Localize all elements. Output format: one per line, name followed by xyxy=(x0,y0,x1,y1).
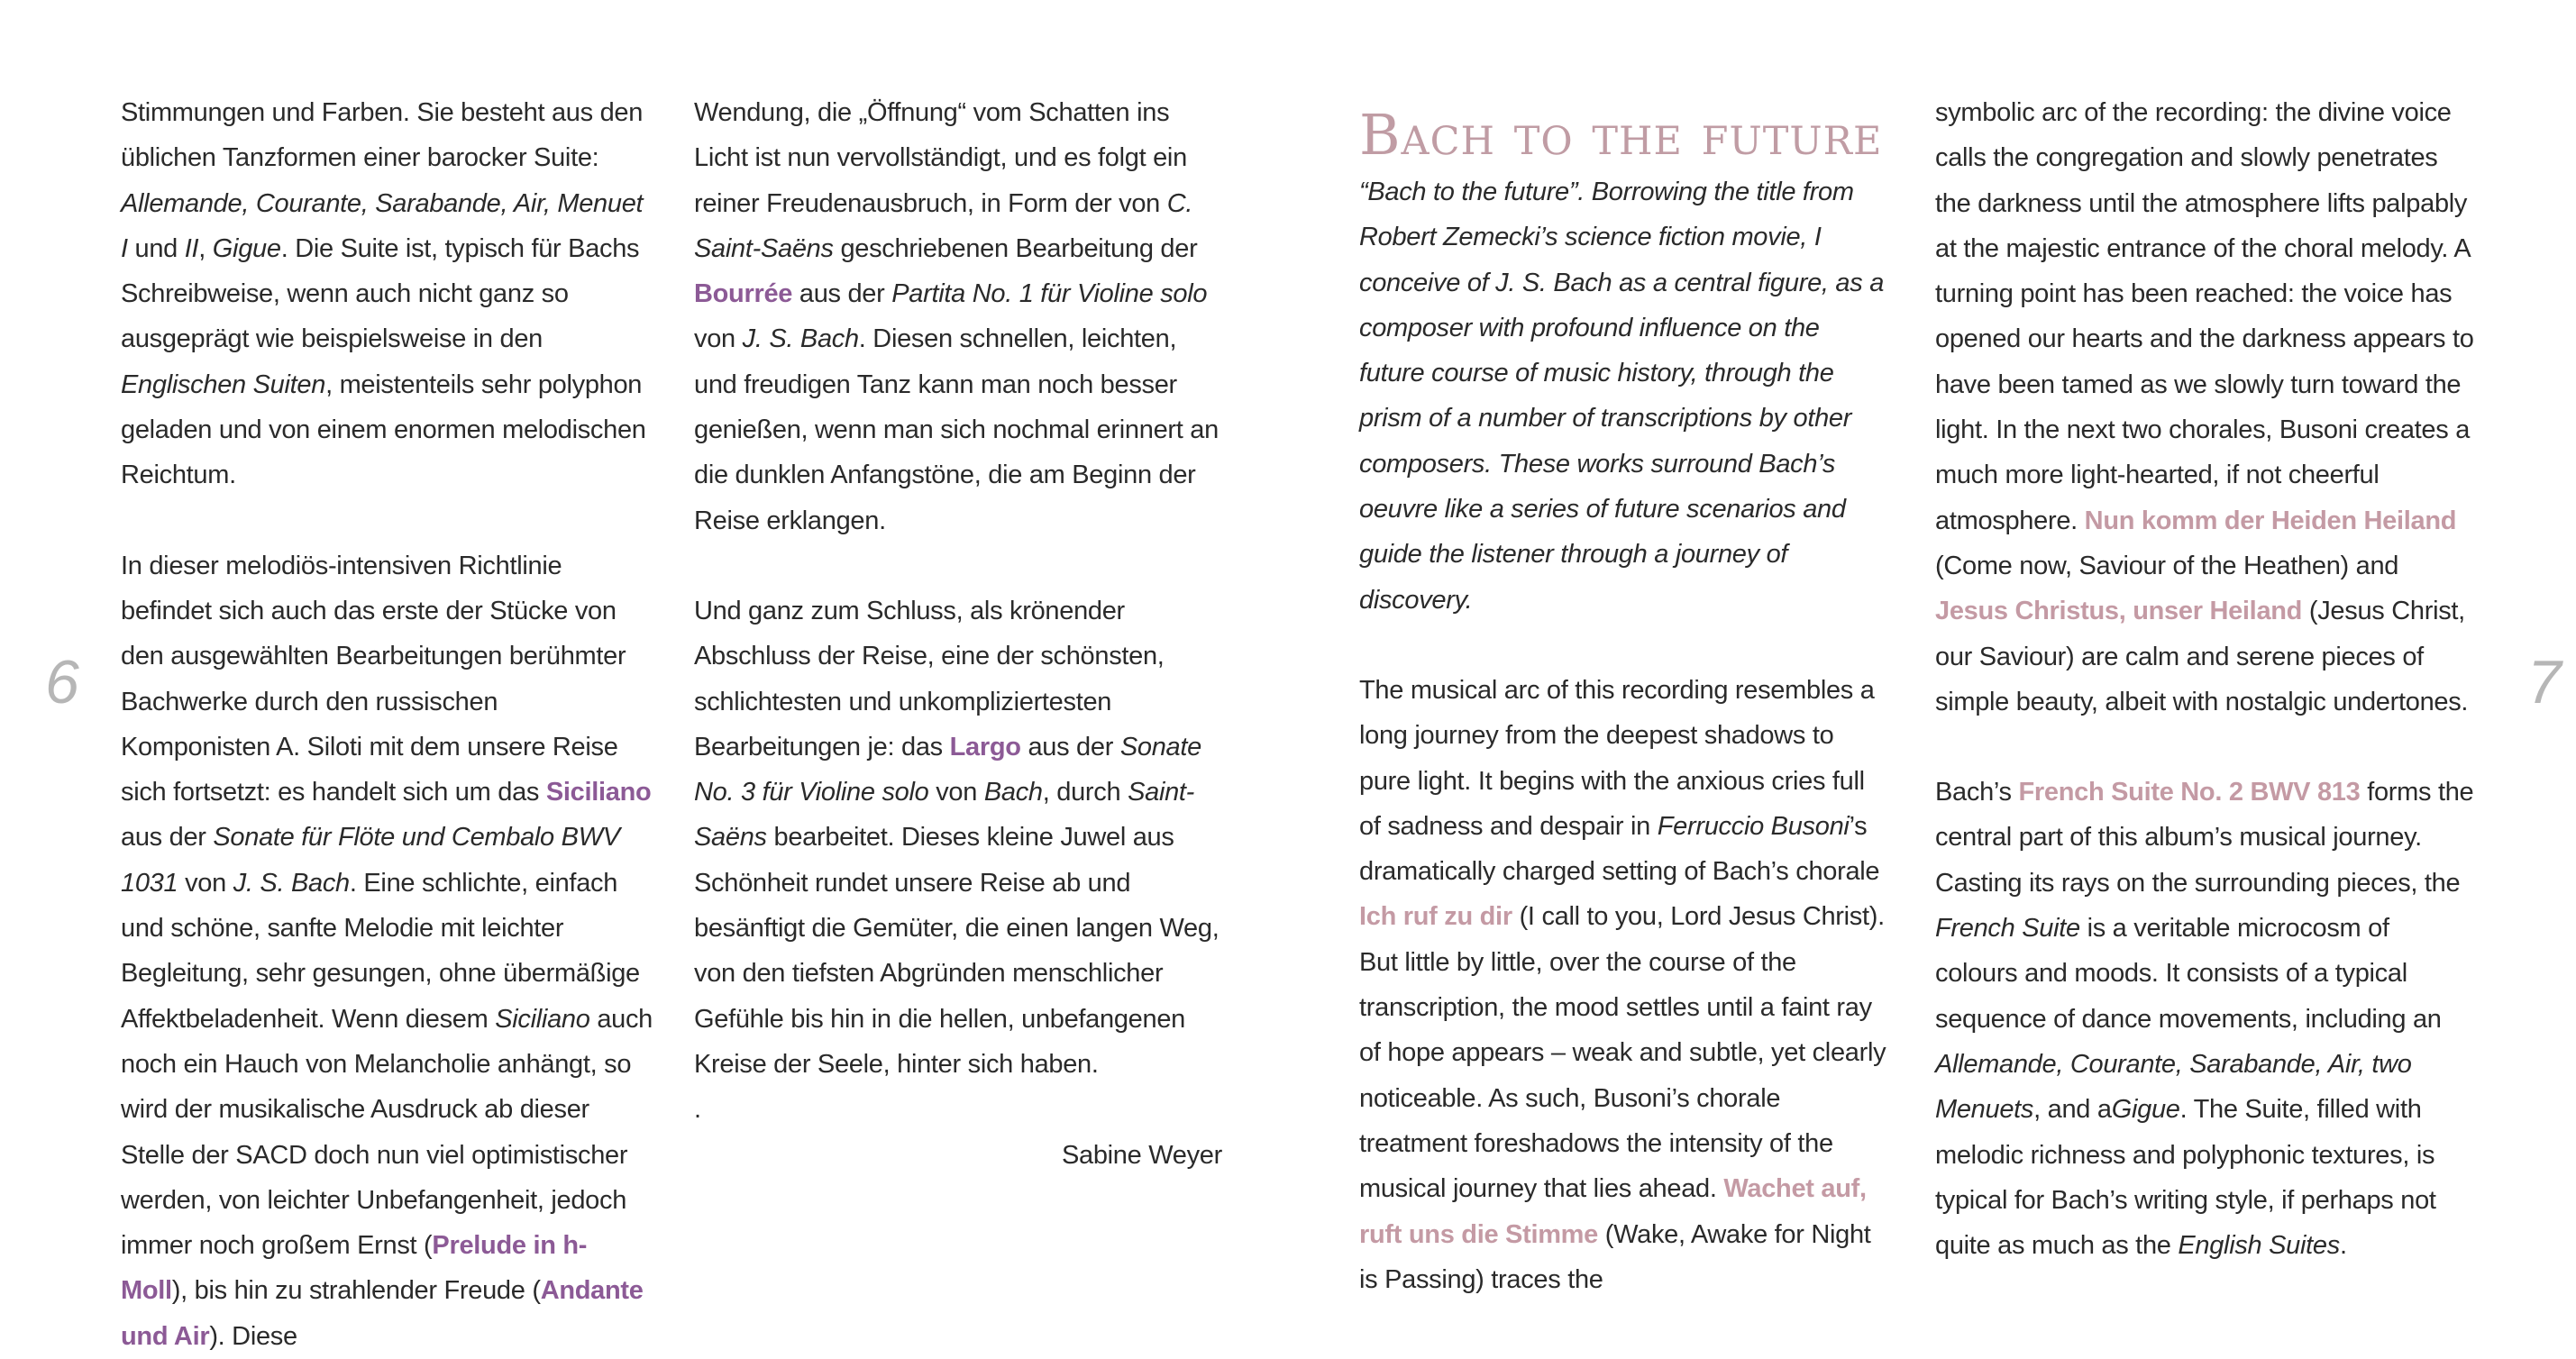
section-title: Bach to the future xyxy=(1359,102,1883,168)
intro-paragraph: “Bach to the future”. Borrowing the title from Robert Zemecki’s science fiction movie, I conceive of J. S. Bach as a central figure, as a composer with profound influence on the future course of music history, through the prism of a number of transcriptions by other composers. These works surround Bach’s oeuvre like a series of future scenarios and guide the listener through a journey of discovery. xyxy=(1359,178,1885,615)
paragraph: Wendung, die „Öffnung“ vom Schatten ins Licht ist nun vervollständigt, und es folgt ein reiner Freudenausbruch, in Form der von C. Saint-Saëns geschriebenen Bearbeitung der Bourrée aus der Partita No. 1 für Violine solo von J. S. Bach. Diesen schnellen, leichten, und freudigen Tanz kann man noch besser genießen, wenn man sich nochmal erinnert an die dunklen Anfangstöne, die am Beginn der Reise erklangen. xyxy=(694,98,1219,535)
highlight-andante: Andante und Air xyxy=(121,1276,644,1351)
page-number-left: 6 xyxy=(45,648,79,716)
column-1 xyxy=(121,90,653,1359)
highlight-french-suite: French Suite No. 2 BWV 813 xyxy=(2018,778,2361,807)
signature: Sabine Weyer xyxy=(1061,1140,1222,1170)
highlight-ich-ruf: Ich ruf zu dir xyxy=(1359,902,1512,932)
dot: . xyxy=(694,1095,701,1125)
highlight-largo: Largo xyxy=(949,732,1021,762)
paragraph: Und ganz zum Schluss, als krönender Abschluss der Reise, eine der schönsten, schlichtesten und unkompliziertesten Bearbeitungen je: das Largo aus der Sonate No. 3 für Violine solo von Bach, durch Saint-Saëns bearbeitet. Dieses kleine Juwel aus Schönheit rundet unsere Reise ab und besänftigt die Gemüter, die einen langen Weg, von den tiefsten Abgründen menschlicher Gefühle bis hin in die hellen, unbefangenen Kreise der Seele, hinter sich haben. xyxy=(694,596,1219,1079)
paragraph: In dieser melodiös-intensiven Richtlinie befindet sich auch das erste der Stücke von den ausgewählten Bearbeitungen berühmter Bachwerke durch den russischen Komponisten A. Siloti mit dem unsere Reise sich fortsetzt: es handelt sich um das Siciliano aus der Sonate für Flöte und Cembalo BWV 1031 von J. S. Bach. Eine schlichte, einfach und schöne, sanfte Melodie mit leichter Begleitung, sehr gesungen, ohne übermäßige Affektbeladenheit. Wenn diesem Siciliano auch noch ein Hauch von Melancholie anhängt, so wird der musikalische Ausdruck ab dieser Stelle der SACD doch nun viel optimistischer werden, von leichter Unbefangenheit, jedoch immer noch großem Ernst (Prelude in h-Moll), bis hin zu strahlender Freude (Andante und Air). Diese xyxy=(121,551,653,1351)
column-4 xyxy=(1935,90,2476,1268)
column-2 xyxy=(694,90,1226,1178)
highlight-siciliano: Siciliano xyxy=(545,778,652,807)
column-3 xyxy=(1359,101,1891,1302)
highlight-bourree: Bourrée xyxy=(694,279,793,309)
paragraph: symbolic arc of the recording: the divine voice calls the congregation and slowly penetrates the darkness until the atmosphere lifts palpably at the majestic entrance of the choral melody. A turning point has been reached: the voice has opened our hearts and the darkness appears to have been tamed as we slowly turn toward the light. In the next two chorales, Busoni creates a much more light-hearted, if not cheerful atmosphere. Nun komm der Heiden Heiland (Come now, Saviour of the Heathen) and Jesus Christus, unser Heiland (Jesus Christ, our Saviour) are calm and serene pieces of simple beauty, albeit with nostalgic undertones. xyxy=(1935,98,2474,716)
paragraph: The musical arc of this recording resembles a long journey from the deepest shadows to pure light. It begins with the anxious cries full of sadness and despair in Ferruccio Busoni’s dramatically charged setting of Bach’s chorale Ich ruf zu dir (I call to you, Lord Jesus Christ). But little by little, over the course of the transcription, the mood settles until a faint ray of hope appears – weak and subtle, yet clearly noticeable. As such, Busoni’s chorale treatment foreshadows the intensity of the musical journey that lies ahead. Wachet auf, ruft uns die Stimme (Wake, Awake for Night is Passing) traces the xyxy=(1359,675,1886,1294)
highlight-jesus-christus: Jesus Christus, unser Heiland xyxy=(1935,597,2303,626)
paragraph: Bach’s French Suite No. 2 BWV 813 forms the central part of this album’s musical journey. Casting its rays on the surrounding pieces, the French Suite is a veritable microcosm of colours and moods. It consists of a typical sequence of dance movements, including an Allemande, Courante, Sarabande, Air, two Menuets, and aGigue. The Suite, filled with melodic richness and polyphonic textures, is typical for Bach’s writing style, if perhaps not quite as much as the English Suites. xyxy=(1935,778,2474,1261)
page-number-right: 7 xyxy=(2527,648,2562,716)
paragraph: Stimmungen und Farben. Sie besteht aus den üblichen Tanzformen einer barocker Suite: Allemande, Courante, Sarabande, Air, Menuet I und II, Gigue. Die Suite ist, typisch für Bachs Schreibweise, wenn auch nicht ganz so ausgeprägt wie beispielsweise in den Englischen Suiten, meistenteils sehr polyphon geladen und von einem enormen melodischen Reichtum. xyxy=(121,98,646,490)
highlight-wachet-auf: Wachet auf, ruft uns die Stimme xyxy=(1359,1174,1867,1249)
highlight-nun-komm: Nun komm der Heiden Heiland xyxy=(2084,506,2457,535)
highlight-prelude: Prelude in h-Moll xyxy=(121,1231,588,1306)
